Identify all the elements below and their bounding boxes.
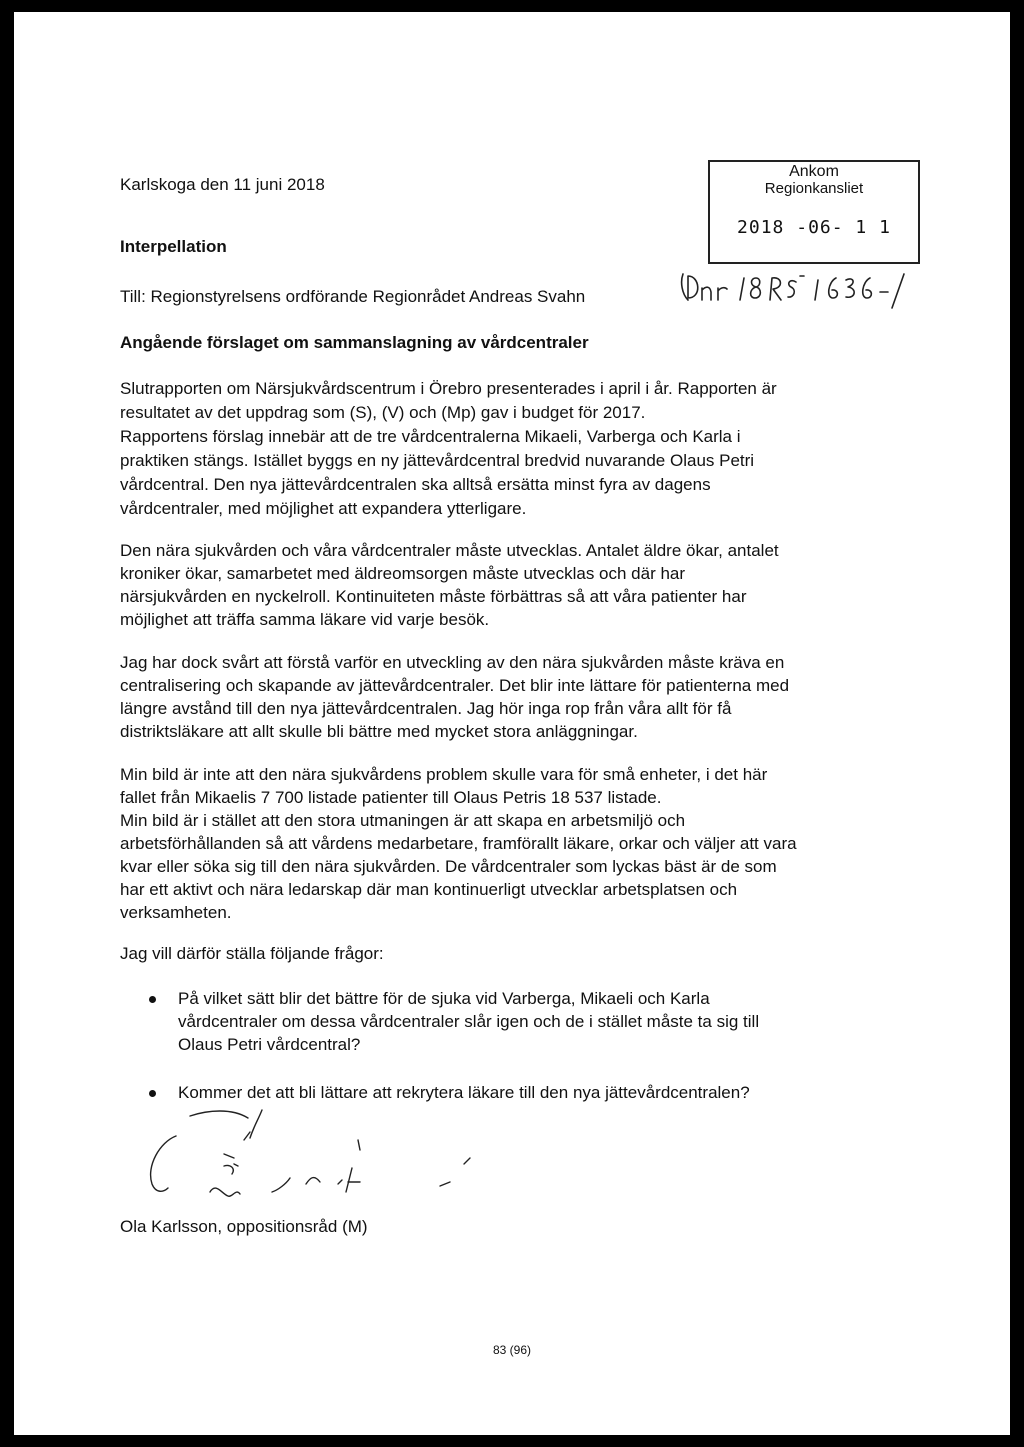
text-line: praktiken stängs. Istället byggs en ny jättevårdcentral bredvid nuvarande Olaus Petri (120, 451, 755, 470)
handwritten-registration-number (680, 268, 920, 316)
questions-intro: Jag vill därför ställa följande frågor: (120, 944, 384, 963)
stamp-title: Ankom (789, 163, 839, 180)
page-number: 83 (96) (492, 1343, 532, 1357)
place-date: Karlskoga den 11 juni 2018 (120, 175, 325, 194)
text-line: vårdcentral. Den nya jättevårdcentralen ska alltså ersätta minst fyra av dagens (120, 475, 711, 494)
text-line: har ett aktivt och nära ledarskap där man kontinuerligt utvecklar arbetsplatsen och (120, 880, 738, 899)
stamp-date: 2018 -06- 1 1 (737, 217, 891, 238)
text-line: fallet från Mikaelis 7 700 listade patienter till Olaus Petris 18 537 listade. (120, 788, 662, 807)
recipient-line: Till: Regionstyrelsens ordförande Regionrådet Andreas Svahn (120, 287, 586, 306)
text-line: verksamheten. (120, 903, 232, 922)
text-line: resultatet av det uppdrag som (S), (V) och (Mp) gav i budget för 2017. (120, 403, 646, 422)
bullet-icon (149, 1090, 156, 1097)
text-line: På vilket sätt blir det bättre för de sjuka vid Varberga, Mikaeli och Karla (178, 989, 710, 1008)
text-line: Kommer det att bli lättare att rekrytera läkare till den nya jättevårdcentralen? (178, 1083, 750, 1102)
text-line: vårdcentraler, med möjlighet att expandera ytterligare. (120, 499, 527, 518)
text-line: arbetsförhållanden så att vårdens medarbetare, framförallt läkare, orkar och väljer att vara (120, 834, 797, 853)
text-line: längre avstånd till den nya jättevårdcentralen. Jag hör inga rop från våra allt för få (120, 699, 732, 718)
text-line: Rapportens förslag innebär att de tre vårdcentralerna Mikaeli, Varberga och Karla i (120, 427, 741, 446)
bullet-icon (149, 996, 156, 1003)
text-line: Olaus Petri vårdcentral? (178, 1035, 361, 1054)
stamp-subtitle: Regionkansliet (764, 180, 864, 197)
text-line: kvar eller söka sig till den nära sjukvården. De vårdcentraler som lyckas bäst är de som (120, 857, 777, 876)
document-type-heading: Interpellation (120, 237, 227, 256)
signatory-name: Ola Karlsson, oppositionsråd (M) (120, 1217, 368, 1236)
text-line: Den nära sjukvården och våra vårdcentraler måste utvecklas. Antalet äldre ökar, antalet (120, 541, 779, 560)
text-line: centralisering och skapande av jättevårdcentraler. Det blir inte lättare för patienterna med (120, 676, 790, 695)
subject-heading: Angående förslaget om sammanslagning av vårdcentraler (120, 333, 589, 352)
handwritten-signature (124, 1102, 484, 1212)
text-line: Min bild är i stället att den stora utmaningen är att skapa en arbetsmiljö och (120, 811, 686, 830)
text-line: kroniker ökar, samarbetet med äldreomsorgen måste utvecklas och där har (120, 564, 686, 583)
text-line: Slutrapporten om Närsjukvårdscentrum i Örebro presenterades i april i år. Rapporten är (120, 379, 777, 398)
text-line: närsjukvården en nyckelroll. Kontinuiteten måste förbättras så att våra patienter har (120, 587, 747, 606)
text-line: Min bild är inte att den nära sjukvårdens problem skulle vara för små enheter, i det här (120, 765, 768, 784)
received-stamp (708, 160, 920, 264)
text-line: möjlighet att träffa samma läkare vid varje besök. (120, 610, 490, 629)
document-page (14, 12, 1010, 1435)
text-line: Jag har dock svårt att förstå varför en utveckling av den nära sjukvården måste kräva en (120, 653, 785, 672)
text-line: vårdcentraler om dessa vårdcentraler slår igen och de i stället måste ta sig till (178, 1012, 760, 1031)
text-line: distriktsläkare att allt skulle bli bättre med mycket stora anläggningar. (120, 722, 638, 741)
